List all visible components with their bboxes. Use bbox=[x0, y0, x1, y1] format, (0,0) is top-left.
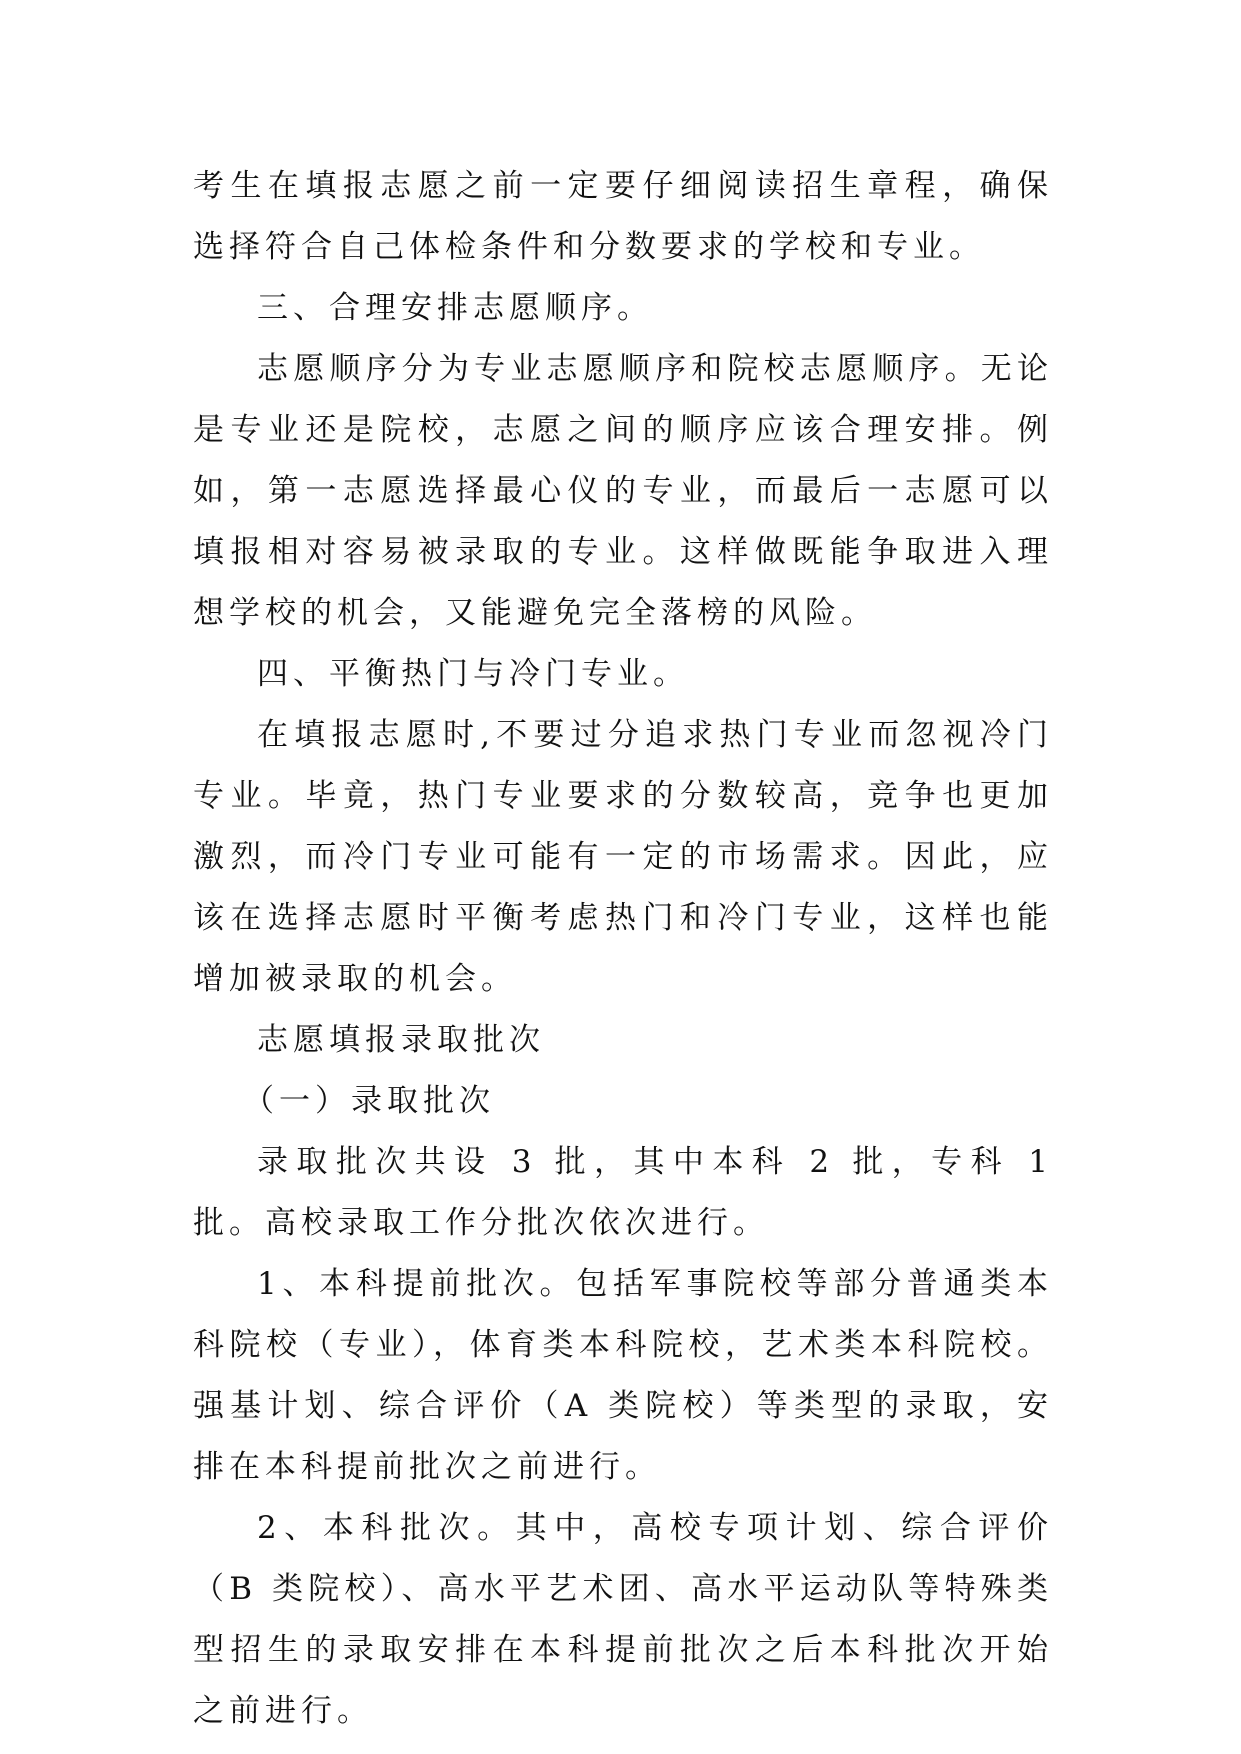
paragraph-balance-explanation: 在填报志愿时,不要过分追求热门专业而忽视冷门专业。毕竟，热门专业要求的分数较高，竞争也更加激烈，而冷门专业可能有一定的市场需求。因此，应该在选择志愿时平衡考虑热门和冷门专业，这样也能增加被录取的机会。 bbox=[193, 717, 1053, 997]
heading-admission-batches: 志愿填报录取批次 bbox=[257, 1022, 545, 1058]
list-item-early-batch: 1、本科提前批次。包括军事院校等部分普通类本科院校（专业），体育类本科院校，艺术类本科院校。强基计划、综合评价（A 类院校）等类型的录取，安排在本科提前批次之前进行。 bbox=[193, 1266, 1053, 1485]
document-body bbox=[193, 156, 1053, 1742]
heading-balance-majors: 四、平衡热门与冷门专业。 bbox=[257, 656, 689, 692]
paragraph-exam-regulations: 考生在填报志愿之前一定要仔细阅读招生章程，确保选择符合自己体检条件和分数要求的学校和专业。 bbox=[193, 168, 1053, 265]
paragraph-order-explanation: 志愿顺序分为专业志愿顺序和院校志愿顺序。无论是专业还是院校，志愿之间的顺序应该合理安排。例如，第一志愿选择最心仪的专业，而最后一志愿可以填报相对容易被录取的专业。这样做既能争取进入理想学校的机会，又能避免完全落榜的风险。 bbox=[193, 351, 1053, 631]
list-item-undergrad-batch: 2、本科批次。其中，高校专项计划、综合评价（B 类院校）、高水平艺术团、高水平运动队等特殊类型招生的录取安排在本科提前批次之后本科批次开始之前进行。 bbox=[193, 1510, 1053, 1729]
subheading-batches: （一）录取批次 bbox=[243, 1083, 495, 1119]
paragraph-batch-count: 录取批次共设 3 批，其中本科 2 批，专科 1 批。高校录取工作分批次依次进行。 bbox=[193, 1144, 1053, 1241]
heading-arrange-order: 三、合理安排志愿顺序。 bbox=[257, 290, 653, 326]
